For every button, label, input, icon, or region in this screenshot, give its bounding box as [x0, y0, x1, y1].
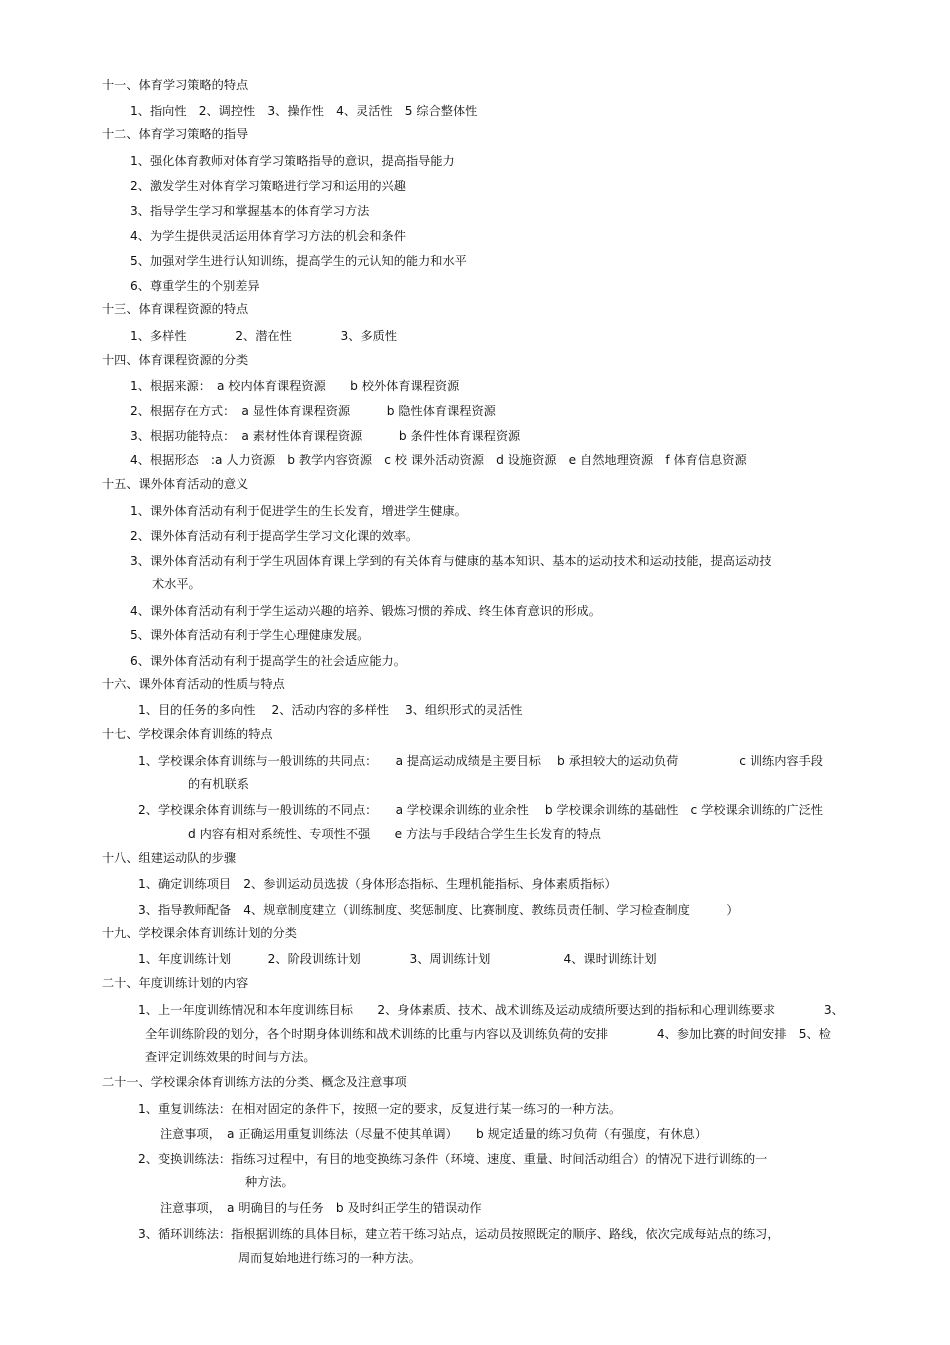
list-item: 4、为学生提供灵活运用体育学习方法的机会和条件 [130, 229, 406, 243]
list-item-continuation: 周而复始地进行练习的一种方法。 [238, 1251, 421, 1265]
heading-15: 十五、课外体育活动的意义 [102, 477, 249, 491]
list-item: 2、学校课余体育训练与一般训练的不同点： a 学校课余训练的业余性 b 学校课余训练的基础性 c 学校课余训练的广泛性 [138, 803, 823, 817]
heading-16: 十六、课外体育活动的性质与特点 [102, 677, 285, 691]
list-item: 1、学校课余体育训练与一般训练的共同点： a 提高运动成绩是主要目标 b 承担较大的运动负荷 c 训练内容手段 [138, 754, 823, 768]
list-item-continuation: 种方法。 [245, 1175, 294, 1189]
heading-12: 十二、体育学习策略的指导 [102, 127, 249, 141]
heading-20: 二十、年度训练计划的内容 [102, 976, 249, 990]
list-item-continuation: 全年训练阶段的划分，各个时期身体训练和战术训练的比重与内容以及训练负荷的安排 4、参加比赛的时间安排 5、检 [145, 1027, 831, 1041]
list-item: 3、课外体育活动有利于学生巩固体育课上学到的有关体育与健康的基本知识、基本的运动技术和运动技能，提高运动技 [130, 554, 772, 568]
list-item: 1、强化体育教师对体育学习策略指导的意识，提高指导能力 [130, 154, 455, 168]
heading-17: 十七、学校课余体育训练的特点 [102, 727, 273, 741]
list-item: 6、尊重学生的个别差异 [130, 279, 260, 293]
list-item: 4、根据形态 :a 人力资源 b 教学内容资源 c 校 课外活动资源 d 设施资源 e 自然地理资源 f 体育信息资源 [130, 453, 747, 467]
list-item: 3、根据功能特点： a 素材性体育课程资源 b 条件性体育课程资源 [130, 429, 521, 443]
list-item: 1、重复训练法：在相对固定的条件下，按照一定的要求，反复进行某一练习的一种方法。 [138, 1102, 622, 1116]
list-item: 3、指导教师配备 4、规章制度建立（训练制度、奖惩制度、比赛制度、教练员责任制、学习检查制度 ） [138, 903, 739, 917]
list-item: 1、目的任务的多向性 2、活动内容的多样性 3、组织形式的灵活性 [138, 703, 523, 717]
list-item-continuation: 查评定训练效果的时间与方法。 [145, 1050, 316, 1064]
list-item-continuation: 的有机联系 [188, 777, 249, 791]
heading-21: 二十一、学校课余体育训练方法的分类、概念及注意事项 [102, 1075, 407, 1089]
list-item: 1、指向性 2、调控性 3、操作性 4、灵活性 5 综合整体性 [130, 104, 478, 118]
heading-11: 十一、体育学习策略的特点 [102, 78, 249, 92]
note-line: 注意事项， a 正确运用重复训练法（尽量不使其单调） b 规定适量的练习负荷（有强度，有休息） [160, 1127, 708, 1141]
list-item: 1、上一年度训练情况和本年度训练目标 2、身体素质、技术、战术训练及运动成绩所要达到的指标和心理训练要求 3、 [138, 1003, 844, 1017]
heading-13: 十三、体育课程资源的特点 [102, 302, 249, 316]
list-item: 1、年度训练计划 2、阶段训练计划 3、周训练计划 4、课时训练计划 [138, 952, 657, 966]
list-item: 2、根据存在方式： a 显性体育课程资源 b 隐性体育课程资源 [130, 404, 496, 418]
list-item: 2、课外体育活动有利于提高学生学习文化课的效率。 [130, 529, 419, 543]
heading-14: 十四、体育课程资源的分类 [102, 353, 249, 367]
list-item: 4、课外体育活动有利于学生运动兴趣的培养、锻炼习惯的养成、终生体育意识的形成。 [130, 604, 601, 618]
list-item-continuation: d 内容有相对系统性、专项性不强 e 方法与手段结合学生生长发育的特点 [188, 827, 601, 841]
list-item: 1、课外体育活动有利于促进学生的生长发育，增进学生健康。 [130, 504, 467, 518]
list-item: 3、指导学生学习和掌握基本的体育学习方法 [130, 204, 370, 218]
list-item: 3、循环训练法：指根据训练的具体目标，建立若干练习站点，运动员按照既定的顺序、路线，依次完成每站点的练习， [138, 1227, 780, 1241]
list-item-continuation: 术水平。 [152, 577, 201, 591]
list-item: 1、确定训练项目 2、参训运动员选拔（身体形态指标、生理机能指标、身体素质指标） [138, 877, 617, 891]
list-item: 1、根据来源： a 校内体育课程资源 b 校外体育课程资源 [130, 379, 460, 393]
note-line: 注意事项， a 明确目的与任务 b 及时纠正学生的错误动作 [160, 1201, 482, 1215]
list-item: 6、课外体育活动有利于提高学生的社会适应能力。 [130, 654, 406, 668]
heading-18: 十八、组建运动队的步骤 [102, 851, 237, 865]
list-item: 2、变换训练法：指练习过程中，有目的地变换练习条件（环境、速度、重量、时间活动组合）的情况下进行训练的一 [138, 1152, 768, 1166]
heading-19: 十九、学校课余体育训练计划的分类 [102, 926, 297, 940]
list-item: 1、多样性 2、潜在性 3、多质性 [130, 329, 398, 343]
list-item: 5、加强对学生进行认知训练，提高学生的元认知的能力和水平 [130, 254, 467, 268]
list-item: 5、课外体育活动有利于学生心理健康发展。 [130, 628, 370, 642]
list-item: 2、激发学生对体育学习策略进行学习和运用的兴趣 [130, 179, 406, 193]
